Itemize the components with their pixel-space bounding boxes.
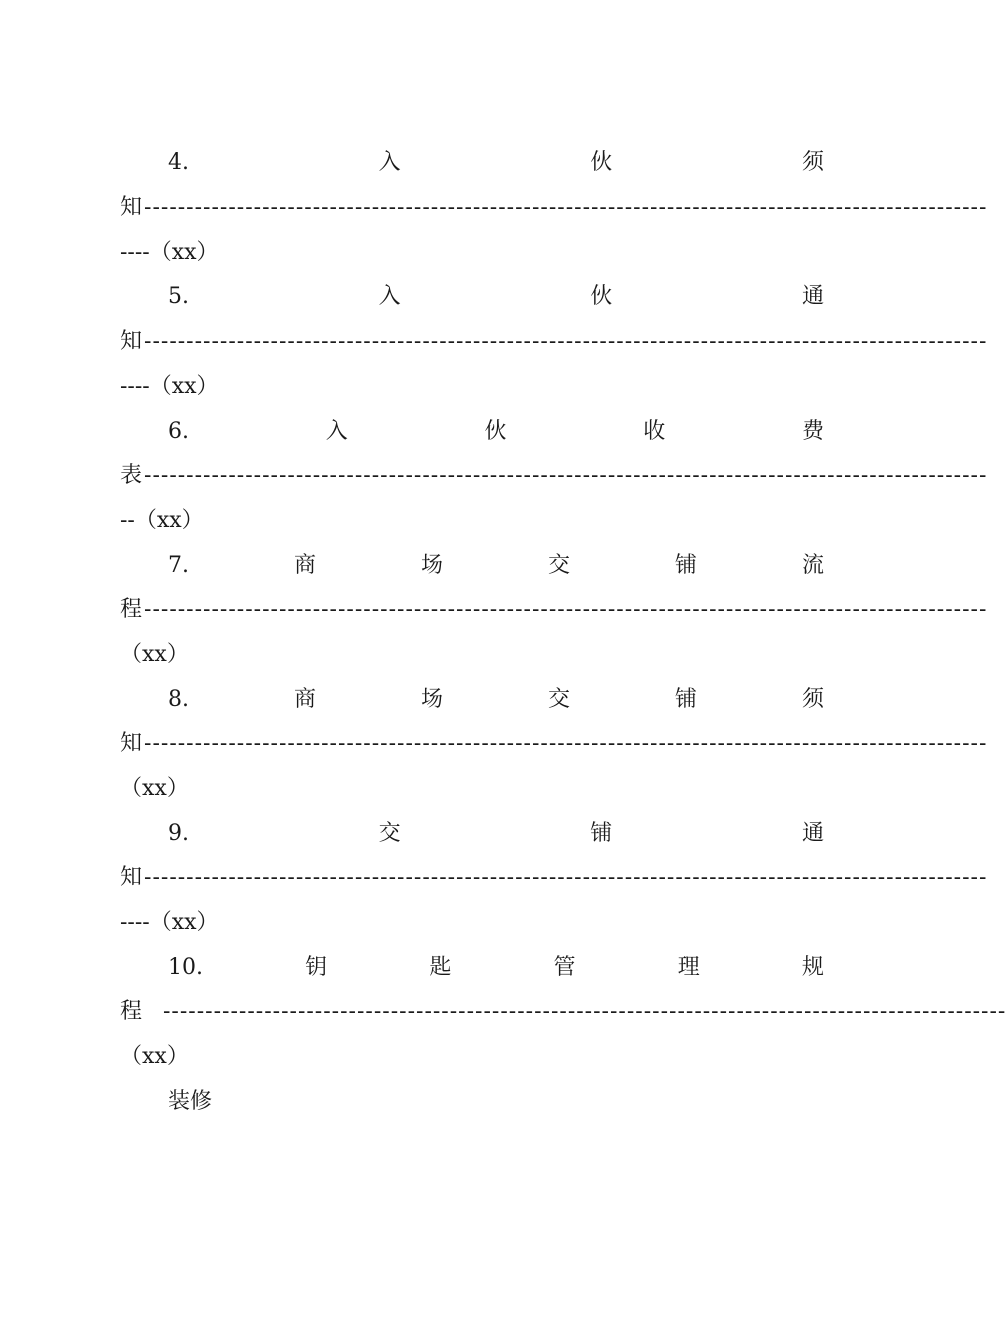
dot-leader: ----------------------------------------------------------------------------------------------------: [144, 195, 988, 220]
entry-number: 4.: [168, 150, 189, 175]
entry-last-char: 知: [120, 195, 143, 220]
entry-char: 管: [553, 955, 576, 980]
entry-last-char: 知: [120, 865, 143, 890]
entry-char: 钥: [305, 955, 328, 980]
entry-number: 9.: [168, 821, 189, 846]
entry-char: 交: [378, 821, 401, 846]
toc-leader-line: [120, 193, 988, 223]
toc-leader-line: [120, 595, 988, 625]
toc-leader-line: [120, 461, 988, 491]
entry-char: 匙: [429, 955, 452, 980]
entry-char: 伙: [484, 419, 507, 444]
entry-number: 6.: [168, 419, 189, 444]
dot-leader: ----------------------------------------------------------------------------------------------------: [144, 463, 988, 488]
entry-char: 伙: [590, 284, 613, 309]
toc-entry-line: [168, 148, 824, 178]
toc-page-ref: ----（xx）: [120, 374, 219, 399]
entry-char: 须: [801, 687, 824, 712]
entry-char: 流: [801, 553, 824, 578]
dot-leader: ----------------------------------------------------------------------------------------------------: [144, 329, 988, 354]
entry-char: 铺: [674, 687, 697, 712]
entry-char: 理: [677, 955, 700, 980]
entry-char: 商: [293, 553, 316, 578]
entry-last-char: 表: [120, 463, 143, 488]
entry-char: 规: [801, 955, 824, 980]
dot-leader: ----------------------------------------------------------------------------------------------------: [144, 731, 988, 756]
entry-number: 8.: [168, 687, 189, 712]
toc-leader-line: [120, 729, 988, 759]
toc-entry-line: [168, 685, 824, 715]
toc-page-ref: （xx）: [120, 642, 189, 667]
entry-char: 交: [547, 687, 570, 712]
entry-char: 入: [378, 150, 401, 175]
toc-entry-line: [168, 819, 824, 849]
toc-entry-line: [168, 953, 824, 983]
toc-page-ref: --（xx）: [120, 508, 204, 533]
entry-last-char: 知: [120, 329, 143, 354]
entry-char: 入: [325, 419, 348, 444]
entry-char: 铺: [674, 553, 697, 578]
entry-last-char: 程: [120, 597, 143, 622]
entry-char: 场: [420, 687, 443, 712]
entry-char: 通: [801, 284, 824, 309]
toc-page-ref: ----（xx）: [120, 910, 219, 935]
entry-char: 入: [378, 284, 401, 309]
dot-leader: ----------------------------------------------------------------------------------------------------: [144, 865, 988, 890]
toc-entry-line: [168, 417, 824, 447]
entry-number: 5.: [168, 284, 189, 309]
toc-entry-line: [168, 282, 824, 312]
entry-last-char: 知: [120, 731, 143, 756]
entry-char: 场: [420, 553, 443, 578]
entry-char: 须: [801, 150, 824, 175]
toc-leader-line: [120, 327, 988, 357]
entry-number: 7.: [168, 553, 189, 578]
toc-entry-line: [168, 551, 824, 581]
entry-char: 铺: [590, 821, 613, 846]
entry-char: 收: [643, 419, 666, 444]
entry-char: 费: [801, 419, 824, 444]
toc-page-ref: ----（xx）: [120, 240, 219, 265]
toc-page-ref: （xx）: [120, 776, 189, 801]
entry-char: 伙: [590, 150, 613, 175]
entry-char: 交: [547, 553, 570, 578]
entry-char: 商: [293, 687, 316, 712]
toc-page-ref: （xx）: [120, 1044, 189, 1069]
toc-leader-line: [120, 997, 1006, 1027]
toc-leader-line: [120, 863, 988, 893]
dot-leader: ----------------------------------------------------------------------------------------------------: [163, 999, 1006, 1024]
section-heading: 装修: [168, 1089, 213, 1114]
entry-number: 10.: [168, 955, 203, 980]
entry-char: 通: [801, 821, 824, 846]
dot-leader: ----------------------------------------------------------------------------------------------------: [144, 597, 988, 622]
entry-last-char: 程: [120, 999, 149, 1024]
